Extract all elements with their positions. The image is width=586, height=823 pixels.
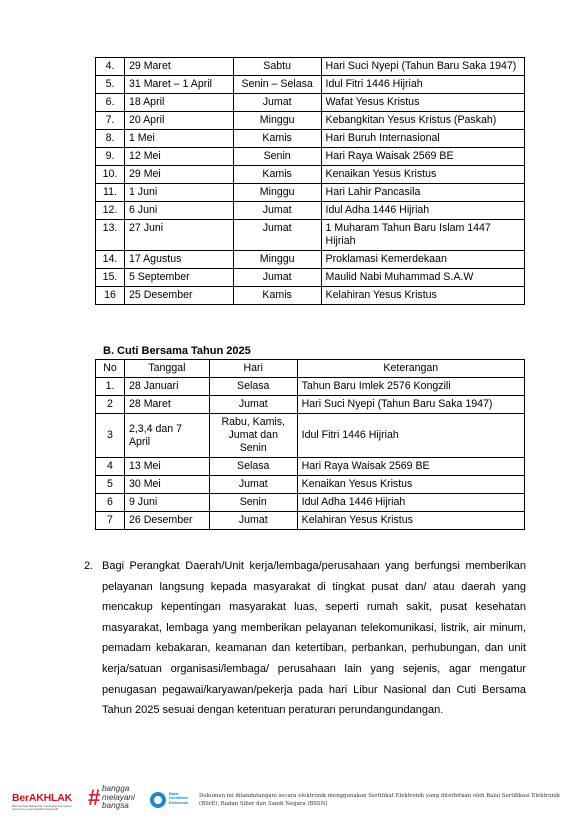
cell-no: 10. [96, 166, 125, 184]
cell-description: Proklamasi Kemerdekaan [321, 251, 524, 269]
cell-description: Kelahiran Yesus Kristus [321, 287, 524, 305]
cell-day: Jumat [233, 94, 321, 112]
cell-description: Hari Buruh Internasional [321, 130, 524, 148]
cell-description: Wafat Yesus Kristus [321, 94, 524, 112]
table-row [96, 184, 525, 202]
cell-no: 5 [96, 476, 125, 494]
bsre-emblem-icon [150, 792, 166, 808]
cell-day: Minggu [233, 251, 321, 269]
table-row [96, 112, 525, 130]
cell-date: 30 Mei [124, 476, 209, 494]
hashtag-icon: # [88, 785, 101, 810]
table-header-row [96, 360, 525, 378]
cell-description: Kelahiran Yesus Kristus [297, 512, 524, 530]
header-description: Keterangan [297, 360, 524, 378]
header-day: Hari [209, 360, 297, 378]
bangga-word: bangga [102, 784, 130, 793]
table-row [96, 287, 525, 305]
cell-day: Selasa [209, 378, 297, 396]
cell-day: Sabtu [233, 58, 321, 76]
bsre-word-2: Sertifikasi [169, 795, 189, 801]
table-row [96, 476, 525, 494]
cell-day: Jumat [233, 220, 321, 251]
cell-no: 13. [96, 220, 125, 251]
cell-no: 4 [96, 458, 125, 476]
cell-no: 12. [96, 202, 125, 220]
bangga-melayani-logo [88, 784, 148, 814]
cell-date: 2,3,4 dan 7 April [124, 414, 209, 458]
table-row [96, 512, 525, 530]
cell-no: 16 [96, 287, 125, 305]
cell-day: Jumat [233, 269, 321, 287]
cell-no: 9. [96, 148, 125, 166]
table-row [96, 76, 525, 94]
cell-description: Idul Fitri 1446 Hijriah [297, 414, 524, 458]
berakhlak-tagline: Berorientasi Pelayanan Akuntabel Kompeten Harmonis Loyal Adaptif Kolaboratif [12, 804, 72, 812]
e-signature-disclaimer: Dokumen ini ditandatangani secara elektronik menggunakan Sertifikat Elektronik yang diterbitkan oleh Balai Sertifikasi Elektronik (BSrE), Badan Siber dan Sandi Negara (BSSN) [199, 793, 560, 807]
cell-description: Kenaikan Yesus Kristus [321, 166, 524, 184]
bangsa-word: bangsa [102, 801, 129, 811]
cell-date: 9 Juni [124, 494, 209, 512]
cell-date: 17 Agustus [124, 251, 233, 269]
cell-day: Senin – Selasa [233, 76, 321, 94]
cell-date: 29 Maret [124, 58, 233, 76]
cell-description: Maulid Nabi Muhammad S.A.W [321, 269, 524, 287]
cell-no: 6 [96, 494, 125, 512]
cell-date: 27 Juni [124, 220, 233, 251]
table-row [96, 166, 525, 184]
cell-no: 2 [96, 396, 125, 414]
cell-day: Jumat [233, 202, 321, 220]
table-row [96, 148, 525, 166]
cell-no: 1. [96, 378, 125, 396]
table-row [96, 251, 525, 269]
melayani-word: melayani [102, 792, 135, 802]
paragraph-text: Bagi Perangkat Daerah/Unit kerja/lembaga/perusahaan yang berfungsi memberikan pelayanan langsung kepada masyarakat di tingkat pusat dan/ atau daerah yang mencakup kepentingan masyarakat luas, seperti rumah sakit, pusat kesehatan masyarakat, lembaga yang memberikan pelayanan telekomunikasi, listrik, air minum, pemadam kebakaran, keamanan dan ketertiban, perbankan, perhubungan, dan unit kerja/satuan organisasi/lembaga/ perusahaan lain yang sejenis, agar mengatur penugasan pegawai/karyawan/pekerja pada hari Libur Nasional dan Cuti Bersama Tahun 2025 sesuai dengan ketentuan peraturan perundangundangan. [102, 560, 526, 717]
cell-date: 28 Maret [124, 396, 209, 414]
cell-date: 5 September [124, 269, 233, 287]
cell-day: Senin [209, 494, 297, 512]
cell-no: 5. [96, 76, 125, 94]
cell-date: 13 Mei [124, 458, 209, 476]
cell-no: 7. [96, 112, 125, 130]
cell-date: 12 Mei [124, 148, 233, 166]
cell-no: 4. [96, 58, 125, 76]
table-row [96, 378, 525, 396]
cell-description: Tahun Baru Imlek 2576 Kongzili [297, 378, 524, 396]
cell-date: 26 Desember [124, 512, 209, 530]
table-row [96, 269, 525, 287]
cell-description: Kebangkitan Yesus Kristus (Paskah) [321, 112, 524, 130]
cell-date: 18 April [124, 94, 233, 112]
national-holiday-table [95, 57, 525, 305]
section-b-heading: B. Cuti Bersama Tahun 2025 [103, 345, 251, 357]
cell-description: 1 Muharam Tahun Baru Islam 1447 Hijriah [321, 220, 524, 251]
bsre-word-3: Elektronik [169, 799, 189, 805]
numbered-paragraph [84, 556, 526, 721]
cell-description: Idul Fitri 1446 Hijriah [321, 76, 524, 94]
berakhlak-logo: BerAKHLAK [12, 792, 73, 804]
footer [0, 778, 586, 823]
cell-day: Jumat [209, 512, 297, 530]
cell-day: Selasa [209, 458, 297, 476]
header-date: Tanggal [124, 360, 209, 378]
bsre-word-1: Balai [169, 791, 179, 796]
table-row [96, 58, 525, 76]
cell-no: 6. [96, 94, 125, 112]
table-row [96, 494, 525, 512]
cell-date: 1 Juni [124, 184, 233, 202]
cell-description: Hari Raya Waisak 2569 BE [321, 148, 524, 166]
table-row [96, 396, 525, 414]
cell-date: 25 Desember [124, 287, 233, 305]
cell-description: Kenaikan Yesus Kristus [297, 476, 524, 494]
cell-date: 28 Januari [124, 378, 209, 396]
cell-description: Idul Adha 1446 Hijriah [297, 494, 524, 512]
cell-day: Minggu [233, 112, 321, 130]
cell-day: Jumat [209, 476, 297, 494]
cell-date: 6 Juni [124, 202, 233, 220]
paragraph-number: 2. [84, 560, 94, 572]
cell-date: 20 April [124, 112, 233, 130]
cell-no: 3 [96, 414, 125, 458]
cell-day: Jumat [209, 396, 297, 414]
cell-no: 15. [96, 269, 125, 287]
cell-day: Minggu [233, 184, 321, 202]
cell-date: 29 Mei [124, 166, 233, 184]
cell-no: 7 [96, 512, 125, 530]
cell-day: Rabu, Kamis, Jumat dan Senin [209, 414, 297, 458]
cell-description: Idul Adha 1446 Hijriah [321, 202, 524, 220]
cell-description: Hari Suci Nyepi (Tahun Baru Saka 1947) [321, 58, 524, 76]
bsre-logo [150, 790, 200, 810]
table-row [96, 414, 525, 458]
cell-date: 31 Maret – 1 April [124, 76, 233, 94]
table-row [96, 202, 525, 220]
cell-no: 11. [96, 184, 125, 202]
cell-description: Hari Suci Nyepi (Tahun Baru Saka 1947) [297, 396, 524, 414]
cell-day: Kamis [233, 287, 321, 305]
cell-date: 1 Mei [124, 130, 233, 148]
cell-day: Senin [233, 148, 321, 166]
table-row [96, 130, 525, 148]
table-row [96, 458, 525, 476]
cell-day: Kamis [233, 166, 321, 184]
cell-description: Hari Raya Waisak 2569 BE [297, 458, 524, 476]
header-no: No [96, 360, 125, 378]
cell-description: Hari Lahir Pancasila [321, 184, 524, 202]
cell-day: Kamis [233, 130, 321, 148]
cell-no: 8. [96, 130, 125, 148]
cell-no: 14. [96, 251, 125, 269]
table-row [96, 94, 525, 112]
joint-leave-table [95, 359, 525, 530]
table-row [96, 220, 525, 251]
